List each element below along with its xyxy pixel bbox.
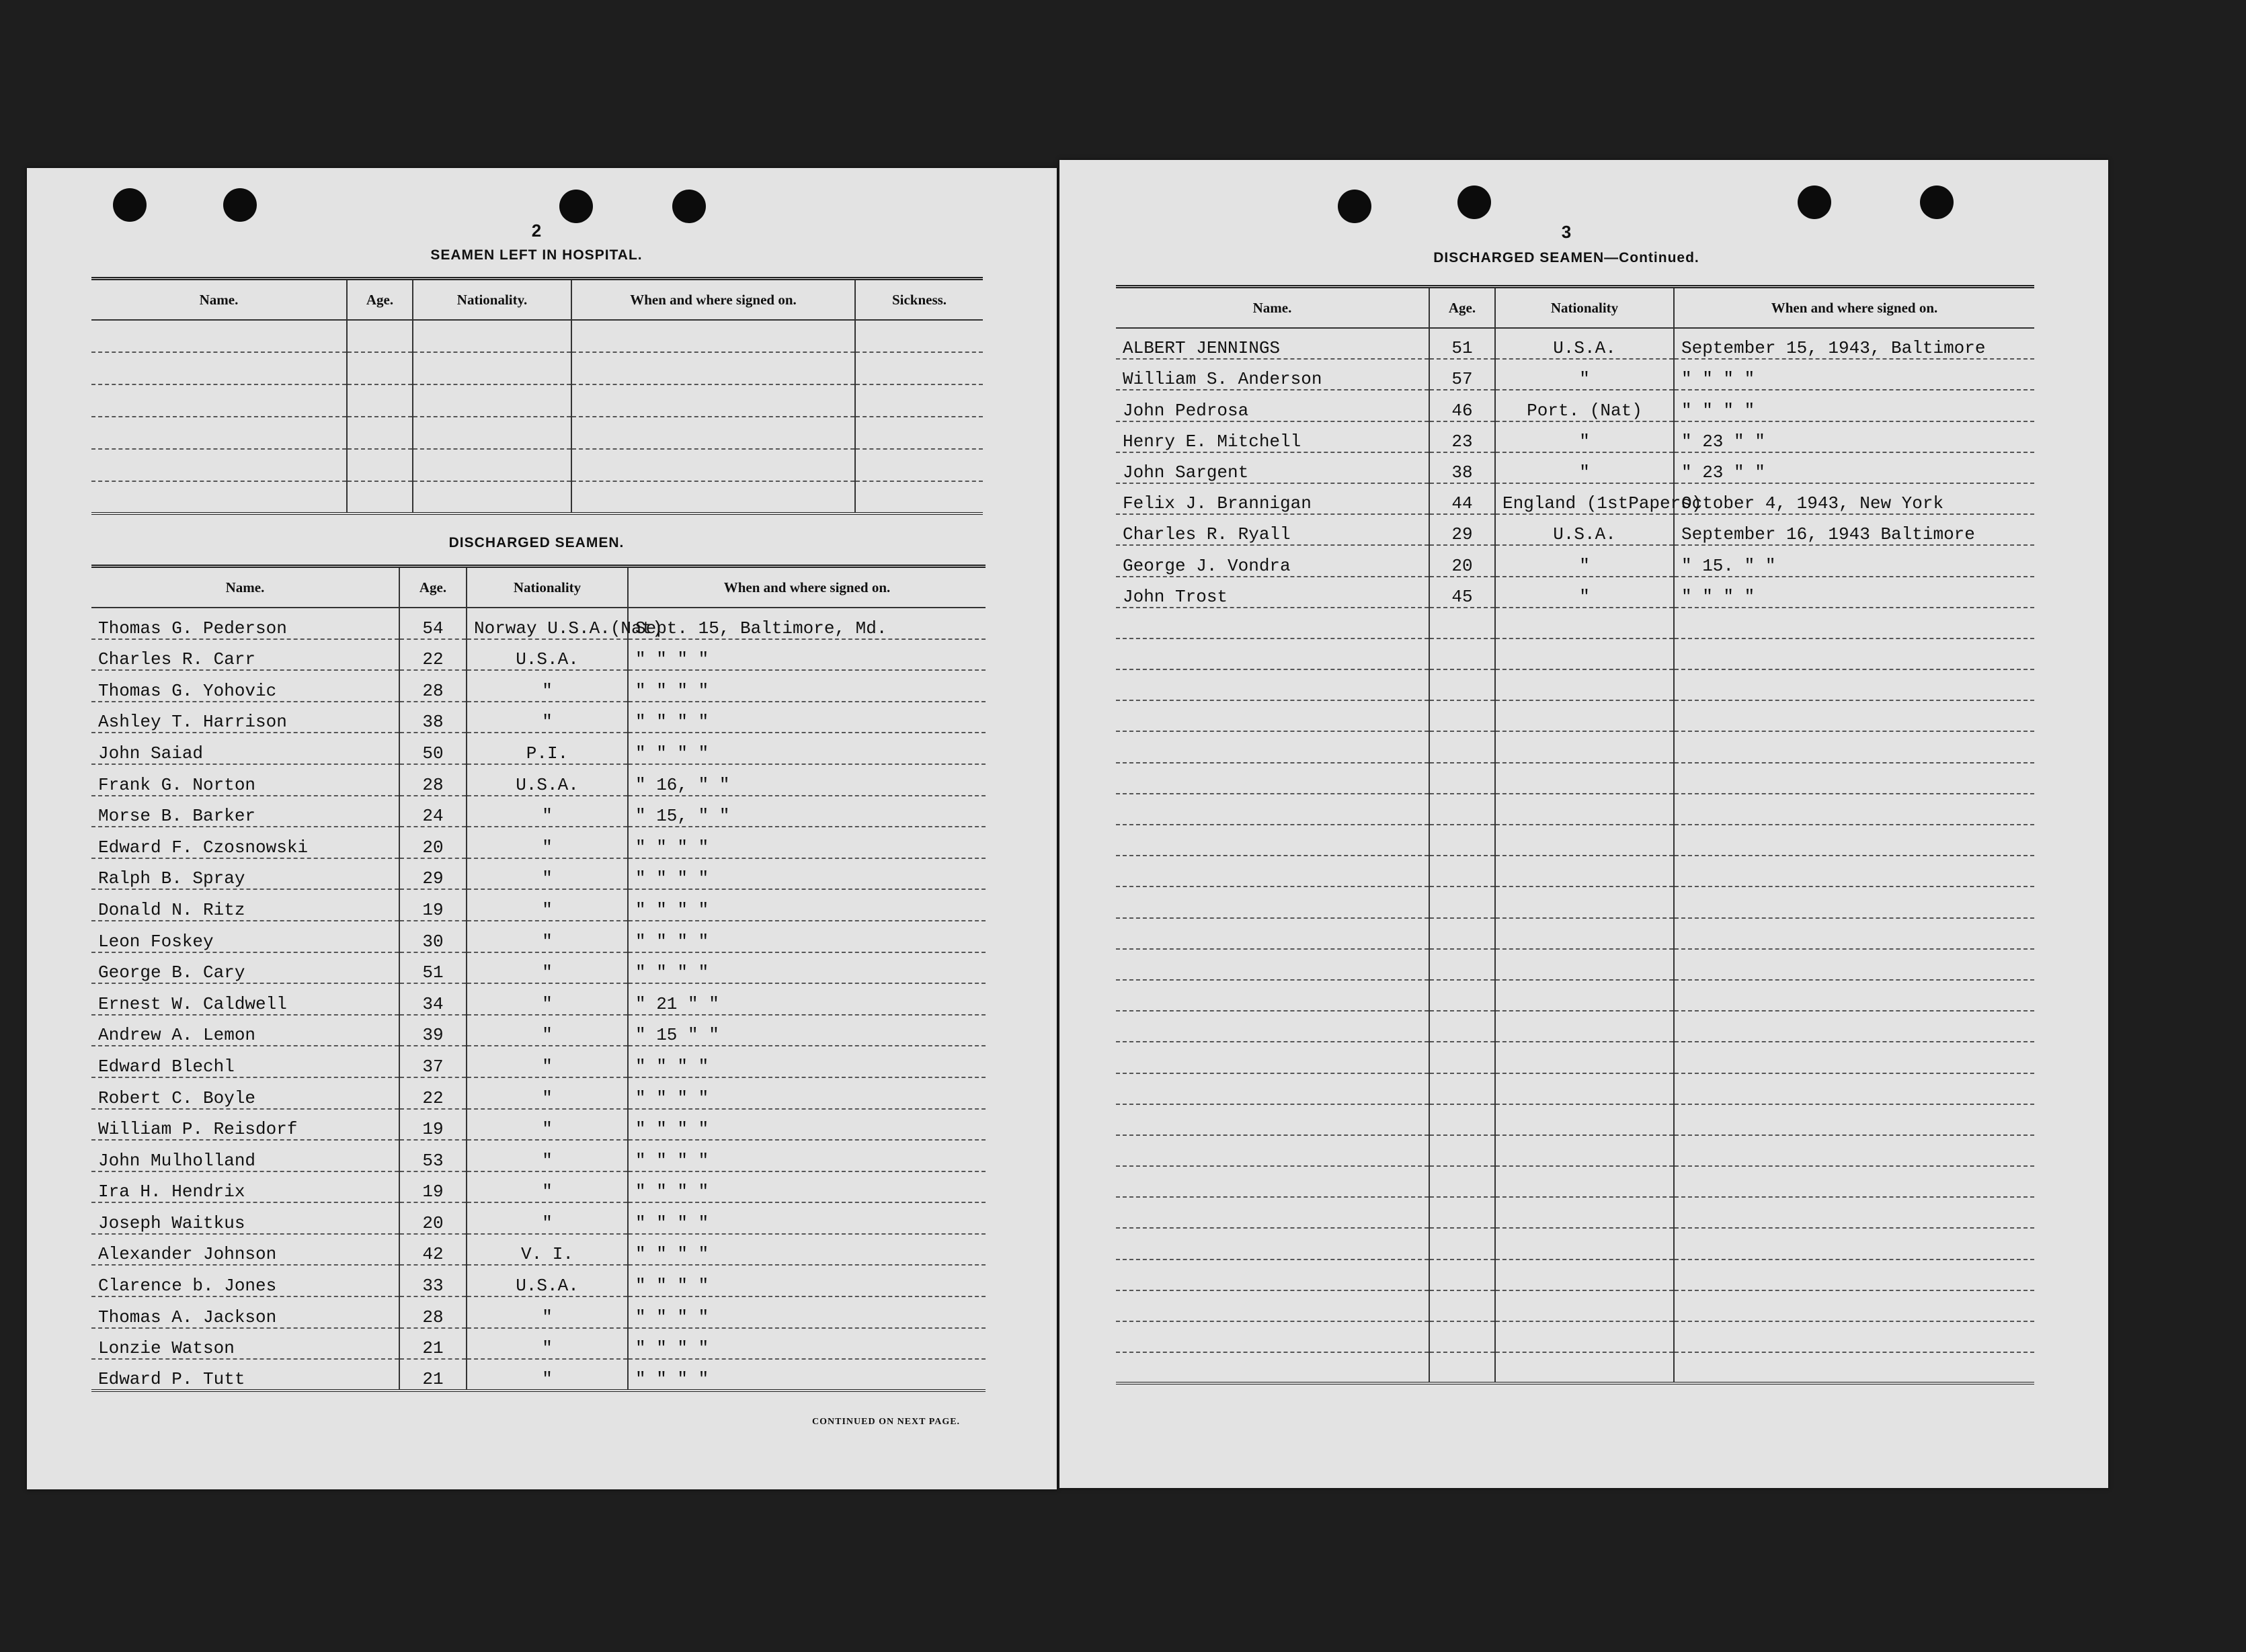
seaman-nationality: "	[467, 1109, 628, 1141]
seaman-age: 22	[399, 639, 467, 671]
seaman-signed-on: " " " "	[628, 827, 986, 858]
seaman-signed-on: " " " "	[1674, 577, 2034, 608]
seaman-nationality: "	[467, 702, 628, 733]
seaman-nationality: "	[467, 1046, 628, 1077]
blank-row	[1116, 1290, 2034, 1321]
blank-row	[1116, 949, 2034, 980]
seaman-nationality: "	[467, 889, 628, 921]
seaman-nationality: "	[467, 1140, 628, 1171]
seaman-signed-on: " " " "	[628, 1202, 986, 1234]
seaman-age: 19	[399, 1109, 467, 1141]
seaman-row	[91, 983, 986, 1015]
seaman-row	[91, 670, 986, 702]
seaman-nationality: "	[467, 1171, 628, 1203]
blank-row	[91, 417, 983, 449]
seaman-name: Ashley T. Harrison	[91, 702, 399, 733]
seaman-name: Henry E. Mitchell	[1116, 421, 1429, 452]
page-number: 3	[1561, 222, 1572, 242]
seaman-nationality: V. I.	[467, 1234, 628, 1266]
page-number: 2	[531, 220, 542, 241]
seaman-row	[91, 1015, 986, 1046]
discharged-continued-table	[1116, 285, 2034, 1385]
blank-row	[1116, 825, 2034, 856]
blank-row	[1116, 638, 2034, 669]
seaman-signed-on: " " " "	[628, 1077, 986, 1109]
col-header-signed-on: When and where signed on.	[628, 567, 986, 608]
seaman-age: 29	[399, 858, 467, 890]
seaman-nationality: Norway U.S.A.(Nat)	[467, 608, 628, 639]
seaman-age: 53	[399, 1140, 467, 1171]
seaman-row	[91, 827, 986, 858]
blank-row	[1116, 1259, 2034, 1290]
seaman-name: George B. Cary	[91, 952, 399, 984]
seaman-nationality: U.S.A.	[1495, 514, 1674, 545]
seaman-age: 19	[399, 1171, 467, 1203]
seaman-name: Charles R. Ryall	[1116, 514, 1429, 545]
seaman-name: Clarence b. Jones	[91, 1265, 399, 1296]
seaman-age: 44	[1429, 483, 1495, 514]
seaman-name: Ernest W. Caldwell	[91, 983, 399, 1015]
blank-row	[1116, 731, 2034, 762]
seaman-nationality: "	[467, 1015, 628, 1046]
seaman-age: 51	[1429, 328, 1495, 359]
seaman-age: 28	[399, 1296, 467, 1328]
seaman-signed-on: " " " "	[628, 702, 986, 733]
punch-hole	[223, 188, 257, 222]
seaman-row	[1116, 577, 2034, 608]
col-header-name: Name.	[91, 279, 347, 321]
blank-row	[1116, 980, 2034, 1011]
seaman-name: Joseph Waitkus	[91, 1202, 399, 1234]
seaman-nationality: "	[467, 1202, 628, 1234]
seaman-name: Leon Foskey	[91, 921, 399, 952]
seaman-row	[91, 889, 986, 921]
seaman-name: Robert C. Boyle	[91, 1077, 399, 1109]
seaman-age: 46	[1429, 390, 1495, 421]
continued-header-row	[1116, 287, 2034, 329]
seaman-signed-on: " " " "	[628, 1171, 986, 1203]
seaman-row	[91, 952, 986, 984]
seaman-row	[91, 1202, 986, 1234]
seaman-row	[1116, 359, 2034, 390]
seaman-row	[91, 764, 986, 796]
seaman-age: 51	[399, 952, 467, 984]
seaman-age: 19	[399, 889, 467, 921]
blank-row	[91, 384, 983, 417]
seaman-name: John Pedrosa	[1116, 390, 1429, 421]
blank-row	[1116, 1042, 2034, 1073]
seaman-name: John Sargent	[1116, 452, 1429, 483]
punch-hole	[672, 190, 706, 223]
seaman-row	[91, 858, 986, 890]
seaman-row	[91, 702, 986, 733]
punch-hole	[1457, 185, 1491, 219]
seaman-name: Andrew A. Lemon	[91, 1015, 399, 1046]
blank-row	[1116, 1135, 2034, 1166]
seaman-signed-on: " " " "	[628, 1140, 986, 1171]
discharged-continued-title: DISCHARGED SEAMEN—Continued.	[1433, 250, 1699, 265]
seaman-signed-on: " " " "	[628, 889, 986, 921]
seaman-age: 21	[399, 1359, 467, 1391]
seaman-row	[1116, 452, 2034, 483]
seaman-nationality: Port. (Nat)	[1495, 390, 1674, 421]
seaman-signed-on: " " " "	[628, 858, 986, 890]
blank-row	[91, 352, 983, 384]
col-header-nationality: Nationality	[1495, 287, 1674, 329]
seaman-nationality: "	[467, 921, 628, 952]
col-header-nationality: Nationality.	[413, 279, 571, 321]
seaman-signed-on: " 15. " "	[1674, 545, 2034, 576]
seaman-age: 50	[399, 733, 467, 764]
blank-row	[1116, 886, 2034, 917]
seaman-row	[91, 921, 986, 952]
seaman-signed-on: " 23 " "	[1674, 421, 2034, 452]
seaman-nationality: "	[467, 1328, 628, 1360]
blank-row	[1116, 1197, 2034, 1228]
seaman-row	[91, 608, 986, 639]
seaman-signed-on: " " " "	[628, 733, 986, 764]
seaman-signed-on: Sept. 15, Baltimore, Md.	[628, 608, 986, 639]
seaman-age: 39	[399, 1015, 467, 1046]
blank-row	[1116, 1104, 2034, 1135]
blank-row	[1116, 794, 2034, 825]
discharged-header-row	[91, 567, 986, 608]
seaman-signed-on: " 21 " "	[628, 983, 986, 1015]
seaman-name: William P. Reisdorf	[91, 1109, 399, 1141]
seaman-name: Edward F. Czosnowski	[91, 827, 399, 858]
seaman-age: 33	[399, 1265, 467, 1296]
seaman-row	[1116, 328, 2034, 359]
blank-row	[1116, 1228, 2034, 1259]
seaman-nationality: "	[467, 952, 628, 984]
punch-hole	[113, 188, 147, 222]
seaman-name: George J. Vondra	[1116, 545, 1429, 576]
seaman-age: 45	[1429, 577, 1495, 608]
seaman-name: William S. Anderson	[1116, 359, 1429, 390]
seaman-row	[91, 1359, 986, 1391]
seaman-nationality: "	[467, 858, 628, 890]
left-page	[27, 168, 1057, 1489]
blank-row	[1116, 700, 2034, 731]
seaman-row	[91, 796, 986, 827]
seaman-row	[91, 1077, 986, 1109]
seaman-nationality: "	[467, 1077, 628, 1109]
seaman-name: Ralph B. Spray	[91, 858, 399, 890]
blank-row	[1116, 1011, 2034, 1042]
seaman-name: John Trost	[1116, 577, 1429, 608]
seaman-signed-on: " 23 " "	[1674, 452, 2034, 483]
seaman-nationality: England (1stPapers)	[1495, 483, 1674, 514]
col-header-nationality: Nationality	[467, 567, 628, 608]
seaman-row	[91, 1328, 986, 1360]
seaman-nationality: "	[1495, 421, 1674, 452]
seaman-signed-on: September 16, 1943 Baltimore	[1674, 514, 2034, 545]
seaman-age: 29	[1429, 514, 1495, 545]
col-header-sickness: Sickness.	[855, 279, 983, 321]
seaman-nationality: "	[467, 1296, 628, 1328]
seaman-nationality: "	[1495, 545, 1674, 576]
punch-hole	[559, 190, 593, 223]
hospital-section-title: SEAMEN LEFT IN HOSPITAL.	[430, 247, 643, 263]
seaman-signed-on: " " " "	[628, 639, 986, 671]
seaman-signed-on: " " " "	[628, 952, 986, 984]
seaman-age: 20	[399, 827, 467, 858]
blank-row	[1116, 1352, 2034, 1383]
seaman-nationality: U.S.A.	[467, 639, 628, 671]
seaman-age: 28	[399, 670, 467, 702]
seaman-row	[1116, 514, 2034, 545]
seaman-name: Ira H. Hendrix	[91, 1171, 399, 1203]
seaman-row	[91, 1109, 986, 1141]
blank-row	[91, 449, 983, 481]
seaman-age: 28	[399, 764, 467, 796]
seaman-nationality: "	[467, 1359, 628, 1391]
seaman-row	[91, 1046, 986, 1077]
blank-row	[91, 320, 983, 352]
col-header-name: Name.	[1116, 287, 1429, 329]
seaman-age: 20	[1429, 545, 1495, 576]
seaman-nationality: "	[467, 796, 628, 827]
seaman-age: 22	[399, 1077, 467, 1109]
seaman-signed-on: " 15 " "	[628, 1015, 986, 1046]
seaman-row	[91, 639, 986, 671]
seaman-row	[1116, 545, 2034, 576]
seaman-age: 20	[399, 1202, 467, 1234]
seaman-signed-on: " " " "	[628, 1265, 986, 1296]
seaman-nationality: P.I.	[467, 733, 628, 764]
seaman-signed-on: " " " "	[628, 1109, 986, 1141]
seaman-name: Thomas G. Yohovic	[91, 670, 399, 702]
seaman-row	[91, 733, 986, 764]
seaman-name: Felix J. Brannigan	[1116, 483, 1429, 514]
seaman-signed-on: " 16, " "	[628, 764, 986, 796]
seaman-row	[91, 1265, 986, 1296]
col-header-age: Age.	[1429, 287, 1495, 329]
seaman-row	[91, 1234, 986, 1266]
col-header-age: Age.	[347, 279, 413, 321]
seaman-row	[91, 1296, 986, 1328]
seaman-name: ALBERT JENNINGS	[1116, 328, 1429, 359]
blank-row	[1116, 1166, 2034, 1197]
seaman-row	[1116, 421, 2034, 452]
seaman-age: 54	[399, 608, 467, 639]
seaman-nationality: U.S.A.	[1495, 328, 1674, 359]
seaman-age: 24	[399, 796, 467, 827]
seaman-age: 57	[1429, 359, 1495, 390]
seaman-name: Alexander Johnson	[91, 1234, 399, 1266]
col-header-age: Age.	[399, 567, 467, 608]
seaman-name: Charles R. Carr	[91, 639, 399, 671]
discharged-table	[91, 565, 986, 1392]
seaman-name: Thomas A. Jackson	[91, 1296, 399, 1328]
seaman-signed-on: " " " "	[628, 1046, 986, 1077]
seaman-nationality: "	[1495, 452, 1674, 483]
blank-row	[1116, 608, 2034, 638]
seaman-signed-on: " 15, " "	[628, 796, 986, 827]
right-page	[1059, 160, 2108, 1488]
seaman-age: 37	[399, 1046, 467, 1077]
discharged-section-title: DISCHARGED SEAMEN.	[448, 535, 625, 550]
seaman-signed-on: " " " "	[1674, 359, 2034, 390]
seaman-nationality: "	[467, 983, 628, 1015]
seaman-name: Frank G. Norton	[91, 764, 399, 796]
col-header-signed-on: When and where signed on.	[571, 279, 855, 321]
blank-row	[1116, 1321, 2034, 1352]
seaman-age: 21	[399, 1328, 467, 1360]
punch-hole	[1920, 185, 1954, 219]
seaman-signed-on: " " " "	[628, 1296, 986, 1328]
seaman-name: Edward Blechl	[91, 1046, 399, 1077]
blank-row	[1116, 763, 2034, 794]
seaman-name: John Mulholland	[91, 1140, 399, 1171]
seaman-nationality: "	[467, 827, 628, 858]
seaman-name: Lonzie Watson	[91, 1328, 399, 1360]
col-header-signed-on: When and where signed on.	[1674, 287, 2034, 329]
seaman-signed-on: " " " "	[628, 670, 986, 702]
seaman-row	[1116, 390, 2034, 421]
seaman-age: 38	[399, 702, 467, 733]
seaman-name: John Saiad	[91, 733, 399, 764]
blank-row	[1116, 918, 2034, 949]
seaman-age: 38	[1429, 452, 1495, 483]
seaman-row	[1116, 483, 2034, 514]
seaman-age: 34	[399, 983, 467, 1015]
seaman-nationality: "	[1495, 359, 1674, 390]
seaman-age: 42	[399, 1234, 467, 1266]
seaman-signed-on: " " " "	[628, 1359, 986, 1391]
seaman-signed-on: " " " "	[628, 1234, 986, 1266]
hospital-header-row	[91, 279, 983, 321]
blank-row	[1116, 1073, 2034, 1104]
seaman-signed-on: October 4, 1943, New York	[1674, 483, 2034, 514]
seaman-row	[91, 1171, 986, 1203]
blank-row	[1116, 669, 2034, 700]
seaman-nationality: "	[467, 670, 628, 702]
col-header-name: Name.	[91, 567, 399, 608]
blank-row	[91, 481, 983, 513]
continued-note: CONTINUED ON NEXT PAGE.	[812, 1417, 961, 1427]
seaman-signed-on: " " " "	[1674, 390, 2034, 421]
seaman-nationality: U.S.A.	[467, 764, 628, 796]
seaman-signed-on: " " " "	[628, 921, 986, 952]
seaman-signed-on: September 15, 1943, Baltimore	[1674, 328, 2034, 359]
punch-hole	[1338, 190, 1371, 223]
seaman-name: Donald N. Ritz	[91, 889, 399, 921]
punch-hole	[1798, 185, 1831, 219]
hospital-table	[91, 277, 983, 515]
seaman-age: 23	[1429, 421, 1495, 452]
seaman-signed-on: " " " "	[628, 1328, 986, 1360]
seaman-name: Edward P. Tutt	[91, 1359, 399, 1391]
seaman-age: 30	[399, 921, 467, 952]
seaman-name: Morse B. Barker	[91, 796, 399, 827]
blank-row	[1116, 856, 2034, 886]
seaman-row	[91, 1140, 986, 1171]
seaman-nationality: U.S.A.	[467, 1265, 628, 1296]
seaman-name: Thomas G. Pederson	[91, 608, 399, 639]
seaman-nationality: "	[1495, 577, 1674, 608]
